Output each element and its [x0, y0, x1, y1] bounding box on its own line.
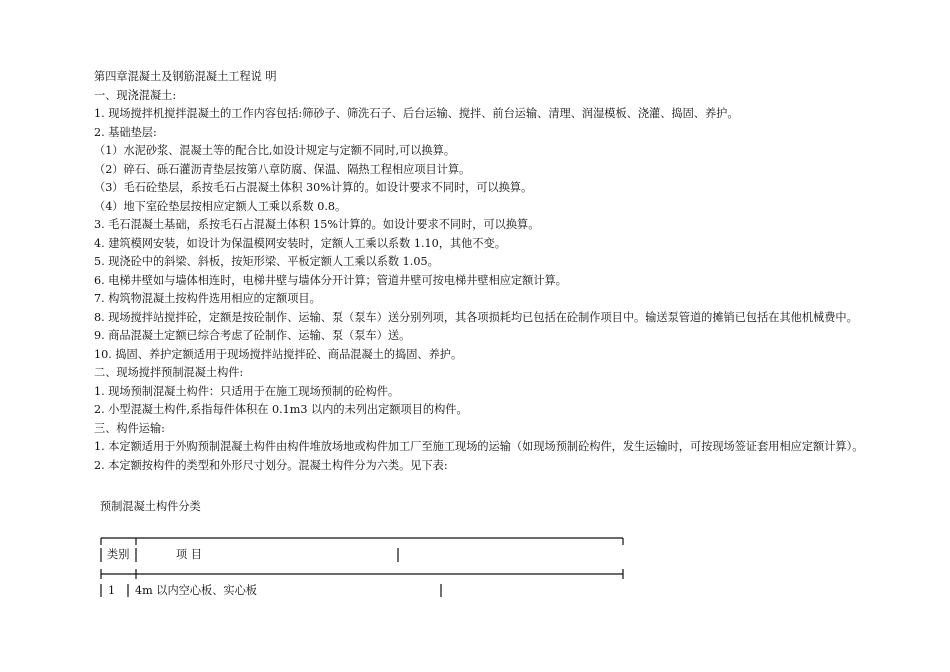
paragraph: （1）水泥砂浆、混凝土等的配合比,如设计规定与定额不同时,可以换算。	[94, 144, 456, 157]
paragraph: 5. 现浇砼中的斜梁、斜板，按矩形梁、平板定额人工乘以系数 1.05。	[94, 255, 439, 268]
wrapped-paragraph	[94, 438, 894, 457]
wrapped-paragraph	[94, 309, 894, 328]
section-heading: 一、现浇混凝土:	[94, 88, 177, 102]
paragraph: （3）毛石砼垫层，系按毛石占混凝土体积 30%计算的。如设计要求不同时，可以换算。	[94, 181, 533, 194]
paragraph: （2）碎石、砾石灌沥青垫层按第八章防腐、保温、隔热工程相应项目计算。	[94, 162, 471, 176]
paragraph: 1. 现场预制混凝土构件：只适用于在施工现场预制的砼构件。	[94, 384, 400, 398]
paragraph: 2. 小型混凝土构件,系指每件体积在 0.1m3 以内的未列出定额项目的构件。	[94, 403, 468, 416]
paragraph: 3. 毛石混凝土基础，系按毛石占混凝土体积 15%计算的。如设计要求不同时，可以换算。	[94, 218, 540, 231]
table-caption: 预制混凝土构件分类	[100, 500, 201, 513]
paragraph: 2. 基础垫层:	[94, 125, 157, 139]
paragraph: 9. 商品混凝土定额已综合考虑了砼制作、运输、泵（泵车）送。	[94, 329, 411, 342]
paragraph: 7. 构筑物混凝土按构件选用相应的定额项目。	[94, 292, 321, 305]
paragraph: 2. 本定额按构件的类型和外形尺寸划分。混凝土构件分为六类。见下表:	[94, 458, 448, 472]
table-row-category: 1	[108, 584, 116, 597]
table-header-item: 项 目	[176, 548, 202, 561]
document-body	[94, 68, 894, 475]
paragraph: 8. 现场搅拌站搅拌砼，定额是按砼制作、运输、泵（泵车）送分别列项，其各项损耗均已包括在砼制作项目中。输送泵管道的摊销已包括在其他机械费中。	[94, 310, 858, 324]
paragraph: 6. 电梯井壁如与墙体相连时，电梯井壁与墙体分开计算；管道井壁可按电梯井壁相应定额计算。	[94, 273, 567, 287]
paragraph: 1. 本定额适用于外购预制混凝土构件由构件堆放场地或构件加工厂至施工现场的运输（如现场预制砼构件，发生运输时，可按现场签证套用相应定额计算）。	[94, 440, 864, 453]
chapter-title: 第四章混凝土及钢筋混凝土工程说 明	[94, 70, 277, 83]
table-row-item: 4m 以内空心板、实心板	[135, 584, 257, 597]
paragraph: 1. 现场搅拌机搅拌混凝土的工作内容包括:筛砂子、筛洗石子、后台运输、搅拌、前台运输、清理、润湿模板、浇灌、捣固、养护。	[94, 107, 739, 120]
section-heading: 二、现场搅拌预制混凝土构件:	[94, 366, 244, 379]
paragraph: 4. 建筑模网安装，如设计为保温模网安装时，定额人工乘以系数 1.10，其他不变。	[94, 236, 506, 250]
paragraph: （4）地下室砼垫层按相应定额人工乘以系数 0.8。	[94, 199, 347, 213]
table-header-category: 类别	[107, 548, 130, 561]
paragraph: 10. 捣固、养护定额适用于现场搅拌站搅拌砼、商品混凝土的捣固、养护。	[94, 347, 463, 361]
section-heading: 三、构件运输:	[94, 421, 165, 435]
